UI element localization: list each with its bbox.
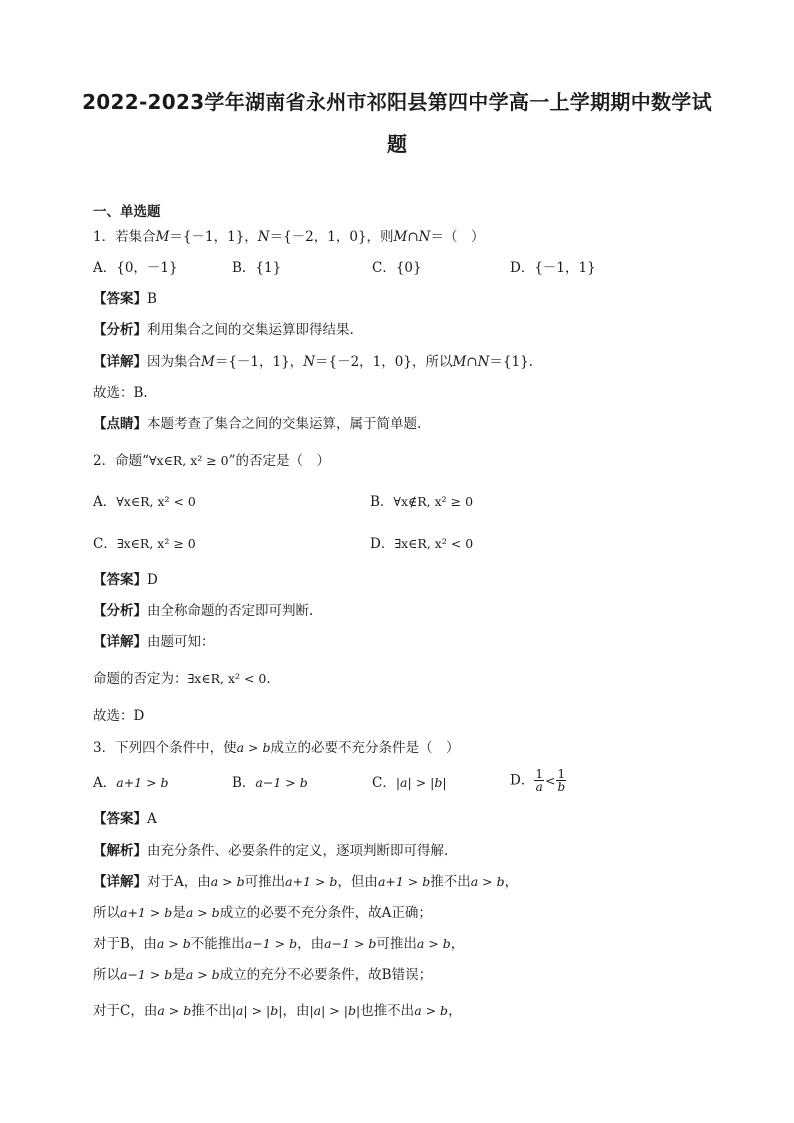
question-2-choice: 故选：D	[93, 708, 145, 724]
section-heading: 一、单选题	[93, 204, 161, 220]
question-1-answer: 【答案】B	[93, 291, 157, 307]
question-2-negation: 命题的否定为：∃x∈R, x² < 0.	[93, 671, 271, 687]
question-1-option-a: A．{0，－1}	[93, 260, 178, 276]
document-title-line-1: 2022-2023学年湖南省永州市祁阳县第四中学高一上学期期中数学试	[82, 90, 712, 114]
question-2-option-a: A．∀x∈R, x² < 0	[93, 494, 196, 510]
question-3-detail-line-3: 对于B，由a > b不能推出a−1 > b，由a−1 > b可推出a > b，	[93, 936, 465, 952]
question-2-option-b: B．∀x∉R, x² ≥ 0	[370, 494, 474, 510]
question-2-analysis: 【分析】由全称命题的否定即可判断.	[93, 603, 314, 619]
question-1-option-b: B．{1}	[232, 260, 282, 276]
question-3-option-c: C．|a| > |b|	[372, 775, 447, 791]
question-2-detail: 【详解】由题可知：	[93, 634, 215, 650]
question-3-detail-line-2: 所以a+1 > b是a > b成立的必要不充分条件，故A正确；	[93, 905, 432, 921]
question-3-stem: 3．下列四个条件中，使a > b成立的必要不充分条件是（ ）	[93, 740, 460, 756]
question-2-stem: 2．命题“∀x∈R, x² ≥ 0”的否定是（ ）	[93, 453, 331, 469]
question-1-analysis: 【分析】利用集合之间的交集运算即得结果.	[93, 322, 354, 338]
question-3-option-b: B．a−1 > b	[232, 775, 308, 791]
question-3-option-d: D． $\frac{1}{a}$ < $\frac{1}{b}$	[510, 767, 566, 794]
question-3-detail-line-1: 【详解】对于A，由a > b可推出a+1 > b，但由a+1 > b推不出a > b，	[93, 874, 519, 890]
question-1-detail: 【详解】因为集合M＝{－1，1}，N＝{－2，1，0}，所以M∩N＝{1}.	[93, 354, 533, 370]
question-3-answer: 【答案】A	[93, 811, 157, 827]
question-2-answer: 【答案】D	[93, 572, 158, 588]
question-3-option-a: A．a+1 > b	[93, 775, 169, 791]
question-1-option-d: D．{－1，1}	[510, 260, 596, 276]
question-2-option-d: D．∃x∈R, x² < 0	[370, 536, 474, 552]
question-1-stem: 1．若集合M＝{－1，1}，N＝{－2，1，0}，则M∩N＝（ ）	[93, 229, 485, 245]
document-title-line-2: 题	[387, 132, 407, 156]
question-1-comment: 【点睛】本题考查了集合之间的交集运算，属于简单题.	[93, 416, 422, 432]
question-1-option-c: C．{0}	[372, 260, 422, 276]
question-2-option-c: C．∃x∈R, x² ≥ 0	[93, 536, 196, 552]
question-3-analysis: 【解析】由充分条件、必要条件的定义，逐项判断即可得解.	[93, 843, 449, 859]
question-3-detail-line-5: 对于C，由a > b推不出|a| > |b|，由|a| > |b|也推不出a > b，	[93, 1003, 462, 1019]
question-1-choice: 故选：B.	[93, 385, 148, 401]
question-3-detail-line-4: 所以a−1 > b是a > b成立的充分不必要条件，故B错误；	[93, 967, 433, 983]
